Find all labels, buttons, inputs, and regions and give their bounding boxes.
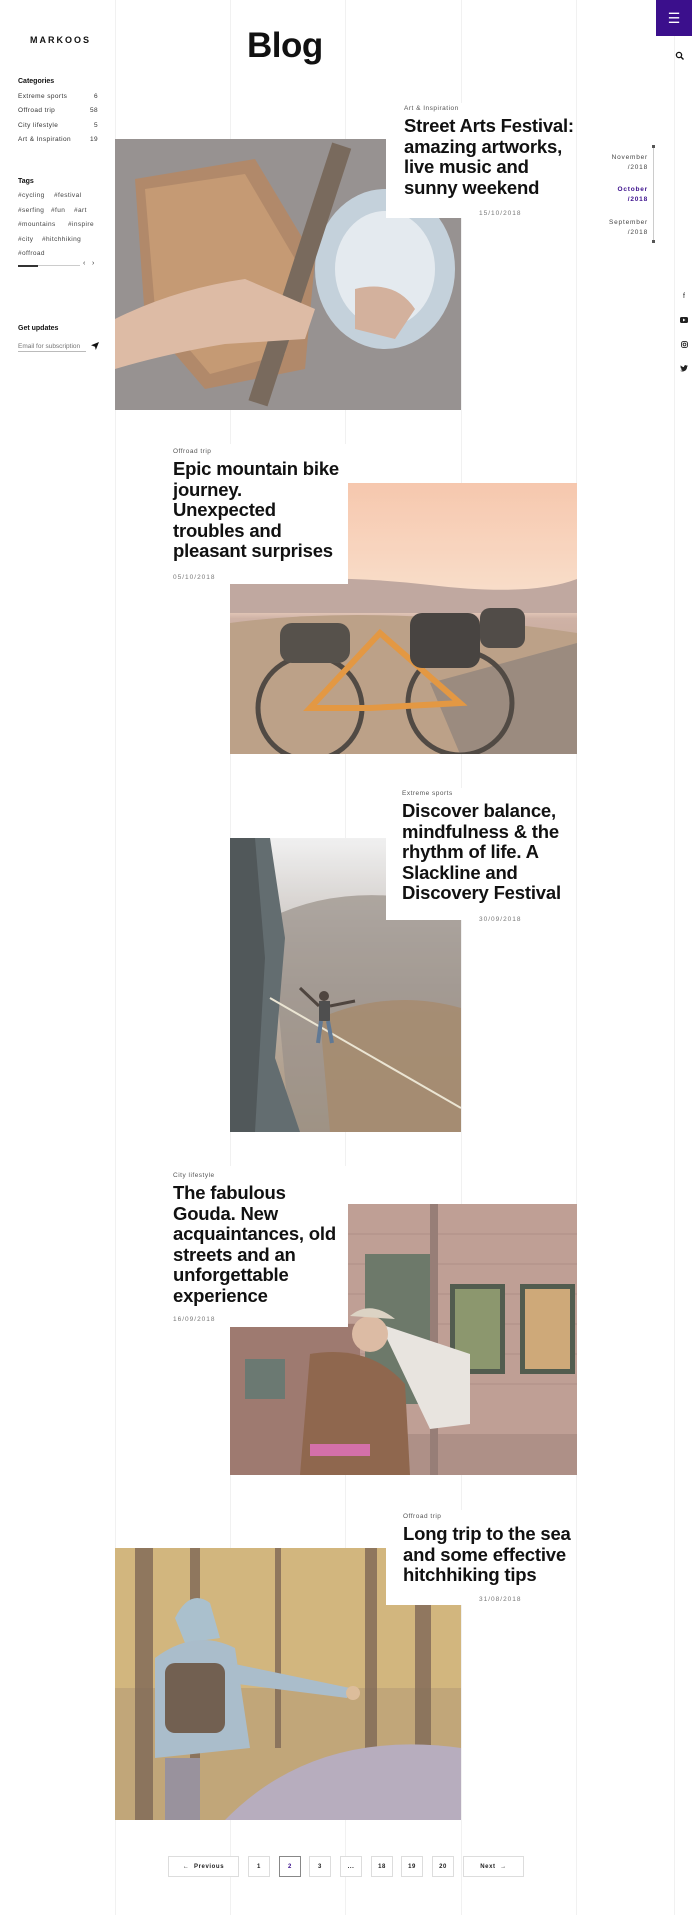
tag-link[interactable]: #fun [51, 207, 66, 214]
youtube-icon[interactable] [680, 316, 688, 324]
category-item[interactable]: Offroad trip 58 [18, 107, 98, 114]
arrow-right-icon: → [495, 1863, 507, 1870]
tag-link[interactable]: #inspire [68, 221, 94, 228]
tags-scrollbar[interactable] [18, 265, 80, 266]
menu-button[interactable] [656, 0, 692, 36]
post-card[interactable] [386, 1510, 576, 1605]
search-icon[interactable] [675, 51, 685, 61]
send-icon[interactable] [91, 342, 99, 350]
site-logo[interactable]: MARKOOS [30, 35, 91, 45]
hamburger-icon: ☰ [667, 9, 681, 26]
facebook-icon[interactable]: f [683, 292, 685, 300]
page-button[interactable]: 3 [309, 1856, 331, 1877]
post-date: 15/10/2018 [479, 210, 522, 217]
post-card[interactable] [160, 1166, 348, 1327]
category-item[interactable]: Art & Inspiration 19 [18, 136, 98, 143]
post-category[interactable]: Offroad trip [403, 1513, 442, 1520]
page-button-current[interactable]: 2 [279, 1856, 301, 1877]
category-item[interactable]: City lifestyle 5 [18, 122, 98, 129]
post-category[interactable]: Art & Inspiration [404, 105, 459, 112]
previous-page-button[interactable]: ← Previous [168, 1856, 239, 1877]
categories-heading: Categories [18, 78, 55, 85]
page-button[interactable]: 19 [401, 1856, 423, 1877]
post-card[interactable] [160, 444, 348, 584]
twitter-icon[interactable] [680, 364, 688, 372]
tag-link[interactable]: #hitchhiking [42, 236, 82, 243]
tag-link[interactable]: #festival [54, 192, 82, 199]
next-page-button[interactable]: Next → [463, 1856, 524, 1877]
tags-heading: Tags [18, 178, 34, 185]
timeline-dot [652, 145, 655, 148]
arrow-left-icon[interactable]: ‹ [83, 260, 86, 267]
timeline-dot [652, 240, 655, 243]
post-title[interactable]: Street Arts Festival: amazing artworks, live music and sunny weekend [404, 115, 574, 198]
post-category[interactable]: Extreme sports [402, 790, 453, 797]
tag-link[interactable]: #city [18, 236, 34, 243]
category-item[interactable]: Extreme sports 6 [18, 93, 98, 100]
page-button[interactable]: 20 [432, 1856, 454, 1877]
post-date: 31/08/2018 [479, 1596, 522, 1603]
page-ellipsis: ... [340, 1856, 362, 1877]
timeline-item[interactable]: November /2018 [611, 154, 648, 171]
grid-line [674, 0, 675, 1915]
post-date: 30/09/2018 [479, 916, 522, 923]
post-title[interactable]: Discover balance, mindfulness & the rhythm of life. A Slackline and Discovery Festival [402, 800, 561, 904]
arrow-right-icon[interactable]: › [92, 260, 95, 267]
post-card[interactable] [386, 103, 576, 218]
page-button[interactable]: 1 [248, 1856, 270, 1877]
updates-heading: Get updates [18, 325, 59, 332]
post-title[interactable]: Epic mountain bike journey. Unexpected troubles and pleasant surprises [173, 458, 340, 562]
post-card[interactable] [386, 788, 576, 920]
timeline-item[interactable]: September /2018 [609, 219, 648, 236]
email-subscription-input[interactable] [18, 342, 86, 352]
post-date: 05/10/2018 [173, 574, 216, 581]
post-title[interactable]: The fabulous Gouda. New acquaintances, old streets and an unforgettable experience [173, 1182, 336, 1306]
page-button[interactable]: 18 [371, 1856, 393, 1877]
post-category[interactable]: City lifestyle [173, 1172, 215, 1179]
post-date: 16/09/2018 [173, 1316, 216, 1323]
post-category[interactable]: Offroad trip [173, 448, 212, 455]
tag-link[interactable]: #offroad [18, 250, 45, 257]
page-title: Blog [247, 26, 323, 65]
grid-line [576, 0, 577, 1915]
instagram-icon[interactable] [680, 340, 688, 348]
tags-scroll-thumb[interactable] [18, 265, 38, 267]
tag-link[interactable]: #art [74, 207, 87, 214]
date-timeline [653, 147, 654, 243]
tag-link[interactable]: #serfing [18, 207, 45, 214]
timeline-item-active[interactable]: October /2018 [617, 186, 648, 203]
tag-link[interactable]: #cycling [18, 192, 45, 199]
grid-line [461, 0, 462, 1915]
tag-link[interactable]: #mountains [18, 221, 56, 228]
post-title[interactable]: Long trip to the sea and some effective hitchhiking tips [403, 1523, 571, 1586]
arrow-left-icon: ← [182, 1863, 194, 1870]
